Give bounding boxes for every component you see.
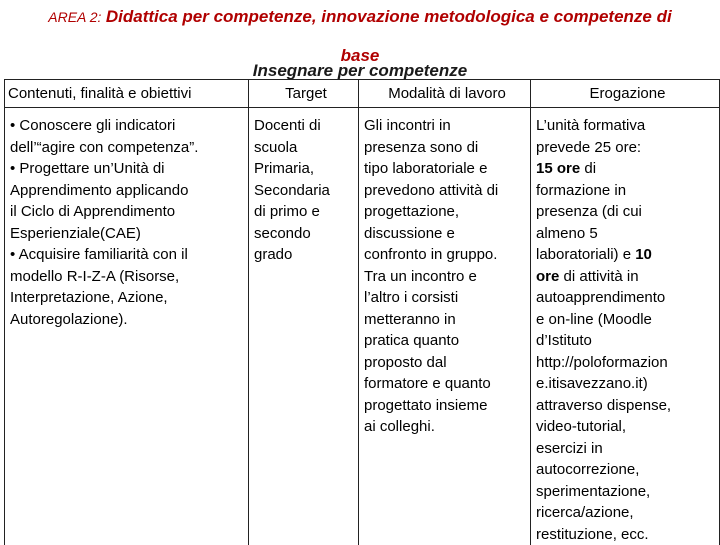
erogazione-line: d’Istituto: [536, 330, 719, 352]
erogazione-line: 15 ore di: [536, 158, 719, 180]
erogazione-line: formazione in: [536, 180, 719, 202]
erogazione-line: laboratoriali) e 10: [536, 244, 719, 266]
erogazione-line: ricerca/azione,: [536, 502, 719, 524]
modalita-line: presenza sono di: [364, 137, 530, 159]
cell-contenuti: [5, 108, 249, 545]
modalita-line: Tra un incontro e: [364, 266, 530, 288]
modalita-line: progettazione,: [364, 201, 530, 223]
col-header-contenuti: Contenuti, finalità e obiettivi: [5, 80, 249, 108]
erogazione-line: L’unità formativa: [536, 115, 719, 137]
cell-target: [249, 108, 359, 545]
modalita-line: pratica quanto: [364, 330, 530, 352]
moodle-url-part1: http://poloformazion: [536, 352, 719, 374]
target-line: di primo e: [254, 201, 358, 223]
hours-presence: 15 ore: [536, 160, 580, 177]
contenuti-line: • Acquisire familiarità con il: [10, 244, 248, 266]
modalita-line: confronto in gruppo.: [364, 244, 530, 266]
contenuti-line: il Ciclo di Apprendimento: [10, 201, 248, 223]
hours-self-learning: 10: [635, 246, 652, 263]
hidden-subtitle: Insegnare per competenze: [0, 70, 720, 79]
erogazione-line: autocorrezione,: [536, 459, 719, 481]
target-line: scuola: [254, 137, 358, 159]
contenuti-line: modello R-I-Z-A (Risorse,: [10, 266, 248, 288]
modalita-line: Gli incontri in: [364, 115, 530, 137]
erogazione-line: e on-line (Moodle: [536, 309, 719, 331]
col-header-target: Target: [249, 80, 359, 108]
modalita-line: prevedono attività di: [364, 180, 530, 202]
modalita-line: l’altro i corsisti: [364, 287, 530, 309]
contenuti-line: Autoregolazione).: [10, 309, 248, 331]
col-header-modalita: Modalità di lavoro: [359, 80, 531, 108]
content-row: [5, 108, 720, 545]
cell-modalita: [359, 108, 531, 545]
erogazione-line: autoapprendimento: [536, 287, 719, 309]
title-line-1: Didattica per competenze, innovazione metodologica e competenze di: [106, 7, 672, 26]
contenuti-line: • Conoscere gli indicatori: [10, 115, 248, 137]
contenuti-line: Apprendimento applicando: [10, 180, 248, 202]
erogazione-line: restituzione, ecc.: [536, 524, 719, 545]
modalita-line: ai colleghi.: [364, 416, 530, 438]
slide-title: [0, 6, 720, 29]
erogazione-line: attraverso dispense,: [536, 395, 719, 417]
modalita-line: discussione e: [364, 223, 530, 245]
erogazione-line: ore di attività in: [536, 266, 719, 288]
header-row: [5, 80, 720, 108]
modalita-line: proposto dal: [364, 352, 530, 374]
target-line: secondo: [254, 223, 358, 245]
course-table: [4, 79, 720, 545]
contenuti-line: dell’“agire con competenza”.: [10, 137, 248, 159]
erogazione-line: almeno 5: [536, 223, 719, 245]
erogazione-line: sperimentazione,: [536, 481, 719, 503]
target-line: Secondaria: [254, 180, 358, 202]
target-line: Docenti di: [254, 115, 358, 137]
modalita-line: tipo laboratoriale e: [364, 158, 530, 180]
contenuti-line: Esperienziale(CAE): [10, 223, 248, 245]
contenuti-line: Interpretazione, Azione,: [10, 287, 248, 309]
col-header-erogazione: Erogazione: [531, 80, 720, 108]
erogazione-line: prevede 25 ore:: [536, 137, 719, 159]
erogazione-line: esercizi in: [536, 438, 719, 460]
moodle-url-part2: e.itisavezzano.it): [536, 373, 719, 395]
erogazione-line: presenza (di cui: [536, 201, 719, 223]
target-line: grado: [254, 244, 358, 266]
area-label: AREA 2:: [48, 9, 101, 25]
target-line: Primaria,: [254, 158, 358, 180]
modalita-line: progettato insieme: [364, 395, 530, 417]
modalita-line: formatore e quanto: [364, 373, 530, 395]
erogazione-line: video-tutorial,: [536, 416, 719, 438]
contenuti-line: • Progettare un’Unità di: [10, 158, 248, 180]
title-line-2: base: [0, 45, 720, 67]
cell-erogazione: [531, 108, 720, 545]
modalita-line: metteranno in: [364, 309, 530, 331]
